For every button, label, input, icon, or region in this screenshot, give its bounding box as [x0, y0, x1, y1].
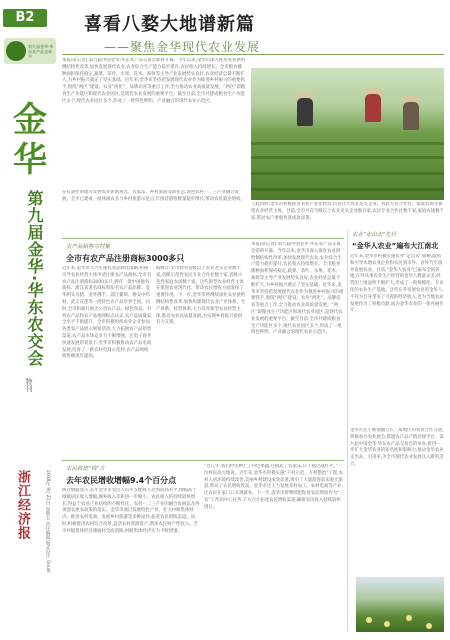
expo-logo-text: 第九届金华·华东农产品交易会: [28, 44, 54, 58]
intro-text-a: 本报讯(记者) 第九届中国金华·华东农产品交易会即将开幕。今年以来,金华市深入推进农业供给侧结构性改革,加快发展现代农业,农业综合生产能力稳步提升,农民收入持续增长。全市粮食播种面积保持稳定,蔬菜、茶叶、水果、花木、畜牧等主导产业发展势头良好,农业经济总量不断扩大,为乡村振兴奠定了坚实基础。近年来,金华市坚持把发展现代农业作为推进乡村振兴的重要抓手,围绕“两区”建设、农业“两化”、品牌培育等重点工作,全力推动农业高质量发展。“两区”即粮食生产功能区和现代农业园区,是现代农业发展的重要平台。截至目前,全市共建成粮食生产功能区多个,现代农业园区多个,形成了一批特色鲜明、产业融合的现代农业示范区。: [62, 58, 246, 104]
special-edition-title: 第九届金华·华东农交会: [25, 190, 44, 368]
section-label-1: 农产品销售与村集: [66, 244, 111, 250]
special-edition-sub: 特刊: [25, 378, 33, 392]
tea-garden-photo: [251, 68, 444, 200]
section-title-2: 去年农民增收增幅9.4个百分点: [66, 476, 177, 485]
page-title: 喜看八婺大地谱新篇: [84, 14, 255, 35]
column-divider: [347, 230, 348, 632]
expo-logo: [4, 38, 56, 64]
intro-text-c: 在有条件的地方发展农业休闲观光、农家乐、乡村旅游等新业态,促进农村一二三产业融合发展。全市已建成一批休闲农业与乡村旅游示范点,年接待游客数量稳步增长,带动农民就业增收。: [62, 190, 245, 202]
section-1-body-c: 本报讯(记者) 第九届中国金华·华东农产品交易会即将开幕。今年以来,金华市深入推进农业供给侧结构性改革,加快发展现代农业,农业综合生产能力稳步提升,农民收入持续增长。全市粮食播种面积保持稳定,蔬菜、茶叶、水果、花木、畜牧等主导产业发展势头良好,农业经济总量不断扩大,为乡村振兴奠定了坚实基础。近年来,金华市坚持把发展现代农业作为推进乡村振兴的重要抓手,围绕“两区”建设、农业“两化”、品牌培育等重点工作,全力推动农业高质量发展。“两区”即粮食生产功能区和现代农业园区,是现代农业发展的重要平台。截至目前,全市共建成粮食生产功能区多个,现代农业园区多个,形成了一批特色鲜明、产业融合的现代农业示范区。: [251, 242, 344, 336]
region-title: 金华: [13, 100, 47, 180]
intro-text-b: 与此同时,金华市积极推进农业产业化经营,培育壮大农业龙头企业、农民专业合作社、家庭农场等新型农业经营主体。目前,全市共有市级以上农业龙头企业数百家,农民专业合作社数千家,家庭农场数千家,带动农户增收致富成效显著。: [251, 202, 444, 221]
section-title-3: “金华人农业”遍布大江南北: [352, 242, 439, 250]
header-divider: [62, 54, 444, 55]
section-1-body-b: 据统计,全市现有省级以上农业龙头企业数十家,省级示范性农民专业合作社数十家,省级示范性家庭农场数十家。这些新型农业经营主体在推进农业现代化、带动农民增收方面发挥了重要作用。下一步,金华市将继续深化农业供给侧结构性改革,加快构建现代农业产业体系、生产体系、经营体系,大力培育新型农业经营主体,推动农业高质量发展,为实现乡村振兴提供有力支撑。: [156, 266, 246, 326]
sidebar: [0, 0, 60, 640]
expo-emblem-icon: [6, 41, 26, 61]
page-subtitle: ——聚焦金华现代农业发展: [104, 40, 261, 54]
newspaper-name: 浙江经济报: [15, 470, 30, 540]
section-divider-1: [62, 238, 344, 239]
section-title-1: 全市有农产品注册商标3000多只: [66, 254, 185, 263]
section-label-3: 农业“走出去”先行: [352, 232, 397, 238]
section-3-body-a: 近年来,金华市积极实施农业“走出去”战略,鼓励和引导本地农业企业和农民到市外、省外乃至国外发展农业。目前,“金华人农业”已遍布全国各地,在外从事农业生产经营的金华人数量众多,经营的土地面积不断扩大,形成了一批规模化、专业化的农业生产基地。这些在外发展农业的金华人,不仅为自身带来了可观的经济收入,也为当地农业发展作出了积极贡献,成为金华农业的一张亮丽名片。: [350, 254, 444, 314]
newspaper-info: 2018年 9月21日 星期五 责任编辑 版式设计 Email: [45, 470, 50, 573]
section-1-body-a: 近年来,金华市大力实施农业品牌化战略,积极引导农业经营主体申请注册农产品商标,全市有农产品注册商标3000多只,拥有一批中国驰名商标、浙江省著名商标和知名农产品品牌。金华两头乌猪、金华佛手、浦江葡萄、磐安中药材、武义宣莲等一批特色农产品享誉全国。同时,全市积极开展无公害农产品、绿色食品、有机农产品和农产品地理标志认证,农产品质量安全水平不断提升。全市积极组织农业企业参加各类农产品展示展销活动,大力拓展农产品销售渠道,农产品市场竞争力不断增强。在电子商务快速发展的背景下,金华市积极推动农产品电商发展,培育了一批农村电商示范村,农产品网络销售额逐年提高。: [62, 266, 152, 360]
section-2-body-a: 统计数据显示,去年金华市农民人均可支配收入达到较高水平,增幅高于城镇居民收入增幅,城乡收入差距进一步缩小。农民收入的持续较快增长,得益于农业产业结构的不断优化、农村一二三产业的融合发展以及各项强农惠农政策的落实。金华市通过发展特色产业、壮大村级集体经济、推进农村电商、发展乡村旅游等多种途径,拓宽农民增收渠道。同时,积极推进农村综合改革,盘活农村资源资产,增加农民财产性收入。全市村级集体经济薄弱村全面消除,村级集体经济实力不断增强。: [62, 488, 200, 534]
page-code-badge: B2: [3, 9, 47, 27]
section-3-body-b: 金华市还不断加强与长三角地区的农业合作交流,积极承办农业展会,搭建农产品产销对接平台。第九届中国金华·华东农产品交易会的举办,将进一步扩大金华农业的知名度和影响力,推动金华农业走出去、引进来,为全市现代农业发展注入新的活力。: [350, 428, 444, 467]
farmland-photo: [356, 577, 444, 632]
section-2-body-b: “这几年,我们村里种上了特色果蔬,还搞起了农家乐,日子越过越红火。”一位村民高兴地说。近年来,金华市积极实施“千村示范、万村整治”工程,农村人居环境持续改善,美丽乡村建设成效显著,吸引了大量游客前来观光旅游,带动了农民增收致富。金华市还大力发展来料加工、农村电商等产业,让农民在家门口实现就业。下一步,金华市将继续把促进农民增收作为“三农”工作的中心任务,千方百计拓宽农民增收渠道,确保农民收入持续较快增长。: [204, 464, 344, 510]
section-divider-2: [62, 460, 344, 461]
section-label-2: 农民致富“钱”方: [66, 466, 105, 472]
